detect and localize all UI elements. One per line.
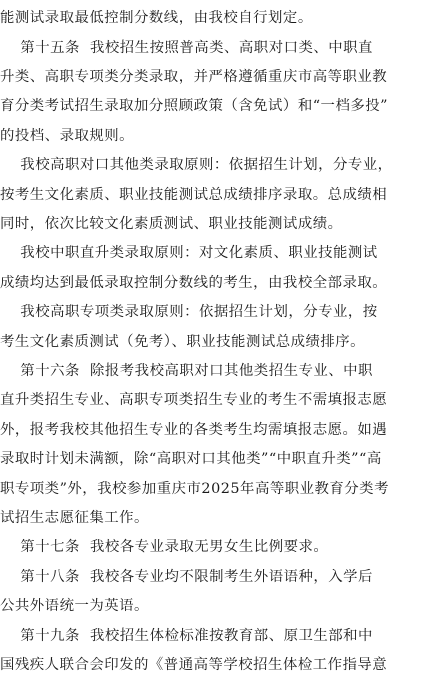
text-line: 职专项类”外，我校参加重庆市2025年高等职业教育分类考 [0,481,389,497]
text-line: 试招生志愿征集工作。 [0,510,149,526]
text-line: 我校高职对口其他类录取原则：依据招生计划，分专业， [0,157,393,173]
text-line: 我校高职专项类录取原则：依据招生计划，分专业，按 [0,304,378,320]
text-line: 我校中职直升类录取原则：对文化素质、职业技能测试 [0,245,378,261]
article-17-heading-line: 第十七条 我校各专业录取无男女生比例要求。 [0,539,329,555]
text-line: 成绩均达到最低录取控制分数线的考生，由我校全部录取。 [0,275,388,291]
text-line: 升类、高职专项类分类录取，并严格遵循重庆市高等职业教 [0,69,388,85]
text-line: 录取时计划未满额，除“高职对口其他类”“中职直升类”“高 [0,451,382,467]
text-line: 能测试录取最低控制分数线，由我校自行划定。 [0,10,313,26]
text-line: 考生文化素质测试（免考）、职业技能测试总成绩排序。 [0,334,366,350]
text-line: 直升类招生专业、高职专项类招生专业的考生不需填报志愿 [0,392,388,408]
article-19-heading-line: 第十九条 我校招生体检标准按教育部、原卫生部和中 [0,628,373,644]
text-line: 外，报考我校其他招生专业的各类考生均需填报志愿。如遇 [0,422,388,438]
text-line: 的投档、录取规则。 [0,128,135,144]
text-line: 公共外语统一为英语。 [0,598,149,614]
article-16-heading-line: 第十六条 除报考我校高职对口其他类招生专业、中职 [0,363,373,379]
text-line: 国残疾人联合会印发的《普通高等学校招生体检工作指导意 [0,657,388,673]
text-line: 育分类考试招生录取加分照顾政策（含免试）和“一档多投” [0,98,388,114]
text-line: 同时，依次比较文化素质测试、职业技能测试成绩。 [0,216,343,232]
text-line: 按考生文化素质、职业技能测试总成绩排序录取。总成绩相 [0,187,388,203]
article-15-heading-line: 第十五条 我校招生按照普高类、高职对口类、中职直 [0,40,373,56]
article-18-heading-line: 第十八条 我校各专业均不限制考生外语语种，入学后 [0,569,373,585]
